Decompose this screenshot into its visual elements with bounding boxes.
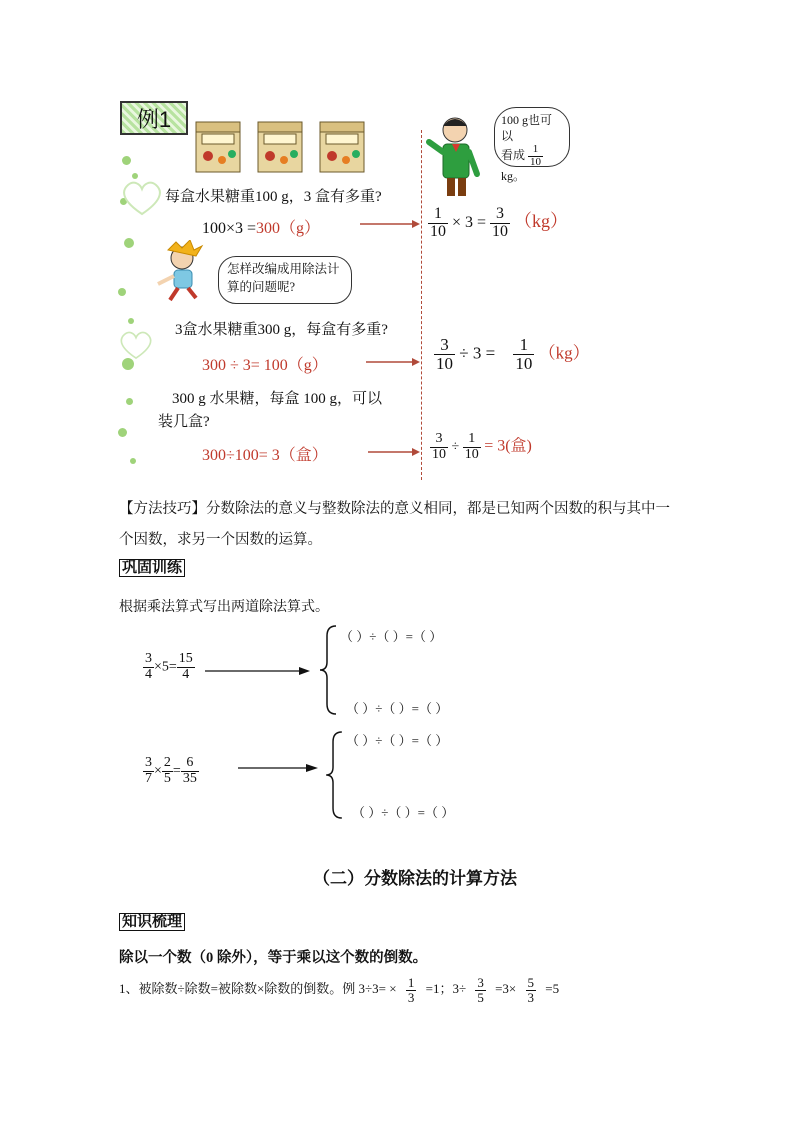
heart-decoration-icon xyxy=(120,180,164,216)
fraction: $\frac{3}{5}$ xyxy=(477,975,484,1005)
exercise-1-equation: $\frac{3}{4}$ ×5= $\frac{15}{4}$ xyxy=(145,651,193,682)
fraction: $\frac{1}{10}$ xyxy=(515,335,533,373)
fraction: $\frac{15}{4}$ xyxy=(178,651,193,682)
fraction: $\frac{1}{10}$ xyxy=(464,431,479,462)
answer-2-left: 300 ÷ 3= 100（g） xyxy=(202,357,328,374)
answer-1-left: 100×3 =300（g） xyxy=(202,220,321,237)
answer-2-right: $\frac{3}{10}$ ÷ 3 = $\frac{1}{10}$ （kg） xyxy=(436,335,590,373)
fraction: $\frac{3}{10}$ xyxy=(436,335,453,373)
question-2: 3盒水果糖重300 g，每盒有多重? xyxy=(175,322,388,338)
fraction: $\frac{1}{3}$ xyxy=(407,975,415,1005)
arrow-icon xyxy=(366,356,420,368)
heart-decoration-icon xyxy=(118,330,154,360)
answer-3-right: $\frac{3}{10}$ ÷ $\frac{1}{10}$ = 3(盒) xyxy=(432,431,532,462)
answer-blank-2[interactable]: （ ）÷（ ）=（ ） xyxy=(346,701,449,716)
fraction: $\frac{3}{10}$ xyxy=(432,431,446,462)
practice-title: 巩固训练 xyxy=(119,556,185,577)
fraction: $\frac{3}{10}$ xyxy=(492,205,509,240)
answer-blank-1[interactable]: （ ）÷（ ）=（ ） xyxy=(340,629,443,644)
fraction: $\frac{2}{5}$ xyxy=(163,755,171,786)
candy-boxes-illustration xyxy=(192,118,372,176)
fraction: $\frac{5}{3}$ xyxy=(527,975,534,1005)
arrow-icon xyxy=(368,446,420,458)
question-1: 每盒水果糖重100 g，3 盒有多重? xyxy=(165,189,382,205)
girl-speech-bubble: 怎样改编成用除法计算的问题呢? xyxy=(218,256,352,304)
rule-text: 除以一个数（0 除外），等于乘以这个数的倒数。 xyxy=(119,950,428,966)
answer-blank-3[interactable]: （ ）÷（ ）=（ ） xyxy=(346,733,449,748)
example-label: 例1 xyxy=(120,101,188,135)
boy-speech-bubble: 100 g也可以 看成 $\frac{1}{10}$ kg。 xyxy=(494,107,570,167)
exercise-2-equation: $\frac{3}{7}$ × $\frac{2}{5}$ = $\frac{6}{35}$ xyxy=(145,755,197,786)
girl-illustration xyxy=(152,240,214,302)
fraction: $\frac{6}{35}$ xyxy=(182,755,197,786)
brace-icon xyxy=(324,730,344,820)
boy-illustration xyxy=(425,112,483,198)
section-subtitle: 知识梳理 xyxy=(119,910,185,931)
answer-3-left: 300÷100= 3（盒） xyxy=(202,447,328,464)
arrow-icon xyxy=(360,218,420,230)
fraction: $\frac{3}{4}$ xyxy=(145,651,152,682)
answer-blank-4[interactable]: （ ）÷（ ）=（ ） xyxy=(352,805,455,820)
brace-icon xyxy=(318,624,338,716)
practice-instruction: 根据乘法算式写出两道除法算式。 xyxy=(119,600,329,615)
dashed-divider xyxy=(421,130,422,480)
fraction: $\frac{1}{10}$ xyxy=(530,143,542,168)
section-title: （二）分数除法的计算方法 xyxy=(313,869,517,888)
question-3: 300 g 水果糖，每盒 100 g，可以 装几盒? xyxy=(158,391,383,431)
rule-example-line: 1、被除数÷除数=被除数×除数的倒数。例 3÷3= × $\frac{1}{3}$ =1；3÷ $\frac{3}{5}$ =3× $\frac{5}{3}$ =5 xyxy=(119,975,560,1005)
method-tip: 【方法技巧】分数除法的意义与整数除法的意义相同，都是已知两个因数的积与其中一 个因数，求另一个因数的运算。 xyxy=(119,501,670,548)
answer-1-right: $\frac{1}{10}$ × 3 = $\frac{3}{10}$ （kg） xyxy=(430,205,569,240)
arrow-icon xyxy=(238,762,318,774)
arrow-icon xyxy=(205,665,310,677)
fraction: $\frac{1}{10}$ xyxy=(430,205,446,240)
fraction: $\frac{3}{7}$ xyxy=(145,755,152,786)
